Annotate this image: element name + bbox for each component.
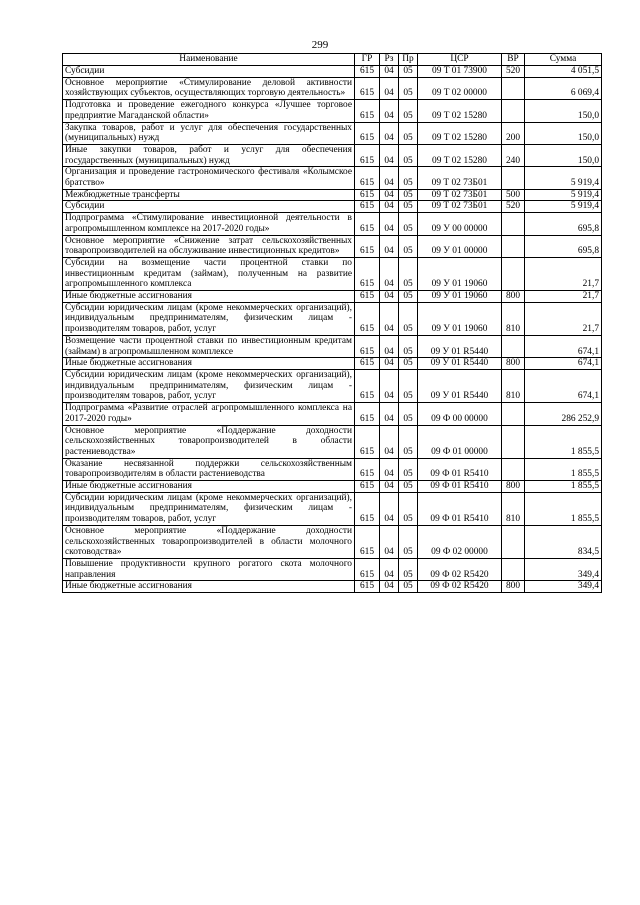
- cell-sum: 1 855,5: [525, 425, 602, 458]
- cell-gr: 615: [355, 558, 380, 580]
- cell-gr: 615: [355, 492, 380, 525]
- cell-vr: [502, 425, 525, 458]
- table-row: [63, 66, 602, 78]
- cell-csr: 09 Т 02 73Б01: [418, 167, 502, 189]
- cell-rz: 04: [380, 189, 399, 201]
- cell-vr: [502, 458, 525, 480]
- cell-name: Иные закупки товаров, работ и услуг для обеспечения государственных (муниципальных) нужд: [63, 144, 355, 166]
- cell-csr: 09 Ф 02 00000: [418, 525, 502, 558]
- cell-gr: 615: [355, 189, 380, 201]
- cell-csr: 09 Ф 01 R5410: [418, 458, 502, 480]
- table-row: [63, 581, 602, 593]
- cell-sum: 150,0: [525, 100, 602, 122]
- cell-name: Субсидии: [63, 201, 355, 213]
- cell-sum: 349,4: [525, 558, 602, 580]
- cell-pr: 05: [399, 335, 418, 357]
- cell-vr: 810: [502, 369, 525, 402]
- cell-gr: 615: [355, 425, 380, 458]
- cell-rz: 04: [380, 100, 399, 122]
- cell-rz: 04: [380, 458, 399, 480]
- cell-sum: 674,1: [525, 358, 602, 370]
- cell-gr: 615: [355, 369, 380, 402]
- header-name: Наименование: [63, 54, 355, 66]
- cell-sum: 150,0: [525, 144, 602, 166]
- cell-rz: 04: [380, 335, 399, 357]
- cell-gr: 615: [355, 525, 380, 558]
- cell-rz: 04: [380, 144, 399, 166]
- cell-pr: 05: [399, 425, 418, 458]
- cell-name: Основное мероприятие «Поддержание доходности сельскохозяйственных товаропроизводителей в области растениеводства»: [63, 425, 355, 458]
- cell-name: Повышение продуктивности крупного рогатого скота молочного направления: [63, 558, 355, 580]
- cell-sum: 286 252,9: [525, 403, 602, 425]
- cell-pr: 05: [399, 302, 418, 335]
- cell-sum: 1 855,5: [525, 492, 602, 525]
- cell-name: Организация и проведение гастрономического фестиваля «Колымское братство»: [63, 167, 355, 189]
- cell-sum: 349,4: [525, 581, 602, 593]
- cell-vr: 520: [502, 66, 525, 78]
- cell-gr: 615: [355, 481, 380, 493]
- header-gr: ГР: [355, 54, 380, 66]
- cell-pr: 05: [399, 525, 418, 558]
- table-row: [63, 335, 602, 357]
- cell-csr: 09 У 01 R5440: [418, 369, 502, 402]
- cell-pr: 05: [399, 369, 418, 402]
- cell-vr: 520: [502, 201, 525, 213]
- table-body: [63, 66, 602, 593]
- cell-csr: 09 Т 02 73Б01: [418, 189, 502, 201]
- cell-csr: 09 У 01 00000: [418, 235, 502, 257]
- table-row: [63, 492, 602, 525]
- cell-sum: 21,7: [525, 257, 602, 290]
- cell-rz: 04: [380, 77, 399, 99]
- cell-vr: [502, 403, 525, 425]
- cell-pr: 05: [399, 100, 418, 122]
- cell-pr: 05: [399, 481, 418, 493]
- cell-rz: 04: [380, 201, 399, 213]
- cell-vr: 810: [502, 492, 525, 525]
- cell-gr: 615: [355, 358, 380, 370]
- cell-gr: 615: [355, 66, 380, 78]
- cell-sum: 5 919,4: [525, 201, 602, 213]
- table-row: [63, 369, 602, 402]
- table-row: [63, 291, 602, 303]
- cell-sum: 1 855,5: [525, 458, 602, 480]
- cell-sum: 695,8: [525, 235, 602, 257]
- cell-name: Оказание несвязанной поддержки сельскохозяйственным товаропроизводителям в области растениеводства: [63, 458, 355, 480]
- cell-vr: [502, 257, 525, 290]
- header-sum: Сумма: [525, 54, 602, 66]
- table-row: [63, 302, 602, 335]
- cell-csr: 09 Т 02 15280: [418, 122, 502, 144]
- cell-pr: 05: [399, 558, 418, 580]
- table-row: [63, 167, 602, 189]
- cell-csr: 09 Т 02 00000: [418, 77, 502, 99]
- header-csr: ЦСР: [418, 54, 502, 66]
- cell-name: Подпрограмма «Стимулирование инвестиционной деятельности в агропромышленном комплексе на 2017-2020 годы»: [63, 213, 355, 235]
- cell-vr: [502, 525, 525, 558]
- cell-vr: 800: [502, 481, 525, 493]
- cell-rz: 04: [380, 122, 399, 144]
- cell-gr: 615: [355, 201, 380, 213]
- cell-rz: 04: [380, 525, 399, 558]
- cell-sum: 5 919,4: [525, 167, 602, 189]
- cell-gr: 615: [355, 77, 380, 99]
- cell-gr: 615: [355, 291, 380, 303]
- cell-gr: 615: [355, 403, 380, 425]
- cell-sum: 21,7: [525, 302, 602, 335]
- table-row: [63, 235, 602, 257]
- cell-sum: 6 069,4: [525, 77, 602, 99]
- cell-csr: 09 У 01 19060: [418, 257, 502, 290]
- cell-gr: 615: [355, 257, 380, 290]
- cell-csr: 09 Т 02 15280: [418, 144, 502, 166]
- cell-sum: 5 919,4: [525, 189, 602, 201]
- cell-csr: 09 Т 02 15280: [418, 100, 502, 122]
- cell-vr: 200: [502, 122, 525, 144]
- table-row: [63, 403, 602, 425]
- cell-pr: 05: [399, 167, 418, 189]
- cell-rz: 04: [380, 425, 399, 458]
- cell-pr: 05: [399, 144, 418, 166]
- table-row: [63, 213, 602, 235]
- cell-rz: 04: [380, 291, 399, 303]
- cell-name: Иные бюджетные ассигнования: [63, 358, 355, 370]
- cell-vr: [502, 558, 525, 580]
- cell-rz: 04: [380, 257, 399, 290]
- cell-pr: 05: [399, 201, 418, 213]
- cell-name: Подготовка и проведение ежегодного конкурса «Лучшее торговое предприятие Магаданской области»: [63, 100, 355, 122]
- cell-pr: 05: [399, 291, 418, 303]
- cell-rz: 04: [380, 302, 399, 335]
- cell-vr: 240: [502, 144, 525, 166]
- cell-vr: 810: [502, 302, 525, 335]
- cell-sum: 674,1: [525, 369, 602, 402]
- cell-pr: 05: [399, 66, 418, 78]
- table-row: [63, 558, 602, 580]
- cell-vr: [502, 100, 525, 122]
- table-row: [63, 100, 602, 122]
- cell-rz: 04: [380, 369, 399, 402]
- cell-name: Закупка товаров, работ и услуг для обеспечения государственных (муниципальных) нужд: [63, 122, 355, 144]
- cell-vr: 800: [502, 291, 525, 303]
- cell-name: Основное мероприятие «Снижение затрат сельскохозяйственных товаропроизводителей на обслуживание инвестиционных кредитов»: [63, 235, 355, 257]
- table-row: [63, 189, 602, 201]
- cell-name: Основное мероприятие «Поддержание доходности сельскохозяйственных товаропроизводителей в области молочного скотоводства»: [63, 525, 355, 558]
- cell-name: Иные бюджетные ассигнования: [63, 291, 355, 303]
- cell-name: Иные бюджетные ассигнования: [63, 481, 355, 493]
- cell-pr: 05: [399, 492, 418, 525]
- cell-csr: 09 Ф 02 R5420: [418, 581, 502, 593]
- cell-rz: 04: [380, 235, 399, 257]
- table-row: [63, 122, 602, 144]
- cell-gr: 615: [355, 335, 380, 357]
- cell-vr: [502, 167, 525, 189]
- cell-csr: 09 Ф 01 R5410: [418, 481, 502, 493]
- cell-csr: 09 Ф 01 00000: [418, 425, 502, 458]
- cell-pr: 05: [399, 235, 418, 257]
- cell-csr: 09 У 01 R5440: [418, 335, 502, 357]
- header-vr: ВР: [502, 54, 525, 66]
- cell-vr: [502, 335, 525, 357]
- cell-gr: 615: [355, 302, 380, 335]
- cell-name: Субсидии юридическим лицам (кроме некоммерческих организаций), индивидуальным предпринимателям, физическим лицам - производителям товаров, работ, услуг: [63, 369, 355, 402]
- cell-vr: [502, 235, 525, 257]
- cell-name: Субсидии юридическим лицам (кроме некоммерческих организаций), индивидуальным предпринимателям, физическим лицам - производителям товаров, работ, услуг: [63, 492, 355, 525]
- cell-csr: 09 Ф 02 R5420: [418, 558, 502, 580]
- cell-csr: 09 Т 01 73900: [418, 66, 502, 78]
- cell-pr: 05: [399, 122, 418, 144]
- cell-sum: 695,8: [525, 213, 602, 235]
- cell-gr: 615: [355, 213, 380, 235]
- cell-rz: 04: [380, 481, 399, 493]
- cell-rz: 04: [380, 403, 399, 425]
- cell-pr: 05: [399, 458, 418, 480]
- cell-csr: 09 У 01 19060: [418, 291, 502, 303]
- cell-pr: 05: [399, 257, 418, 290]
- cell-rz: 04: [380, 492, 399, 525]
- cell-csr: 09 Ф 01 R5410: [418, 492, 502, 525]
- cell-csr: 09 У 01 19060: [418, 302, 502, 335]
- cell-pr: 05: [399, 358, 418, 370]
- cell-name: Субсидии: [63, 66, 355, 78]
- cell-sum: 1 855,5: [525, 481, 602, 493]
- cell-gr: 615: [355, 581, 380, 593]
- cell-pr: 05: [399, 403, 418, 425]
- table-row: [63, 481, 602, 493]
- header-rz: Рз: [380, 54, 399, 66]
- cell-vr: 500: [502, 189, 525, 201]
- table-row: [63, 525, 602, 558]
- cell-name: Возмещение части процентной ставки по инвестиционным кредитам (займам) в агропромышленном комплексе: [63, 335, 355, 357]
- cell-gr: 615: [355, 100, 380, 122]
- table-row: [63, 257, 602, 290]
- cell-sum: 4 051,5: [525, 66, 602, 78]
- cell-pr: 05: [399, 213, 418, 235]
- header-pr: Пр: [399, 54, 418, 66]
- cell-rz: 04: [380, 558, 399, 580]
- cell-gr: 615: [355, 144, 380, 166]
- table-row: [63, 458, 602, 480]
- cell-name: Подпрограмма «Развитие отраслей агропромышленного комплекса на 2017-2020 годы»: [63, 403, 355, 425]
- cell-name: Иные бюджетные ассигнования: [63, 581, 355, 593]
- cell-rz: 04: [380, 167, 399, 189]
- cell-vr: [502, 213, 525, 235]
- cell-csr: 09 Ф 00 00000: [418, 403, 502, 425]
- budget-table: [62, 53, 602, 593]
- cell-gr: 615: [355, 122, 380, 144]
- cell-pr: 05: [399, 77, 418, 99]
- cell-rz: 04: [380, 358, 399, 370]
- cell-name: Субсидии юридическим лицам (кроме некоммерческих организаций), индивидуальным предпринимателям, физическим лицам - производителям товаров, работ, услуг: [63, 302, 355, 335]
- cell-gr: 615: [355, 167, 380, 189]
- table-row: [63, 358, 602, 370]
- cell-pr: 05: [399, 581, 418, 593]
- cell-csr: 09 У 01 R5440: [418, 358, 502, 370]
- cell-name: Субсидии на возмещение части процентной ставки по инвестиционным кредитам (займам), полученным на развитие агропромышленного комплекса: [63, 257, 355, 290]
- cell-vr: 800: [502, 581, 525, 593]
- cell-rz: 04: [380, 213, 399, 235]
- table-row: [63, 77, 602, 99]
- cell-gr: 615: [355, 458, 380, 480]
- cell-csr: 09 У 00 00000: [418, 213, 502, 235]
- cell-name: Межбюджетные трансферты: [63, 189, 355, 201]
- cell-rz: 04: [380, 581, 399, 593]
- cell-name: Основное мероприятие «Стимулирование деловой активности хозяйствующих субъектов, осуществляющих торговую деятельность»: [63, 77, 355, 99]
- cell-sum: 834,5: [525, 525, 602, 558]
- cell-gr: 615: [355, 235, 380, 257]
- cell-sum: 674,1: [525, 335, 602, 357]
- page-number: 299: [311, 39, 329, 51]
- cell-pr: 05: [399, 189, 418, 201]
- cell-rz: 04: [380, 66, 399, 78]
- cell-sum: 150,0: [525, 122, 602, 144]
- table-row: [63, 425, 602, 458]
- table-row: [63, 144, 602, 166]
- cell-sum: 21,7: [525, 291, 602, 303]
- cell-csr: 09 Т 02 73Б01: [418, 201, 502, 213]
- cell-vr: [502, 77, 525, 99]
- table-header-row: [63, 54, 602, 66]
- cell-vr: 800: [502, 358, 525, 370]
- table-row: [63, 201, 602, 213]
